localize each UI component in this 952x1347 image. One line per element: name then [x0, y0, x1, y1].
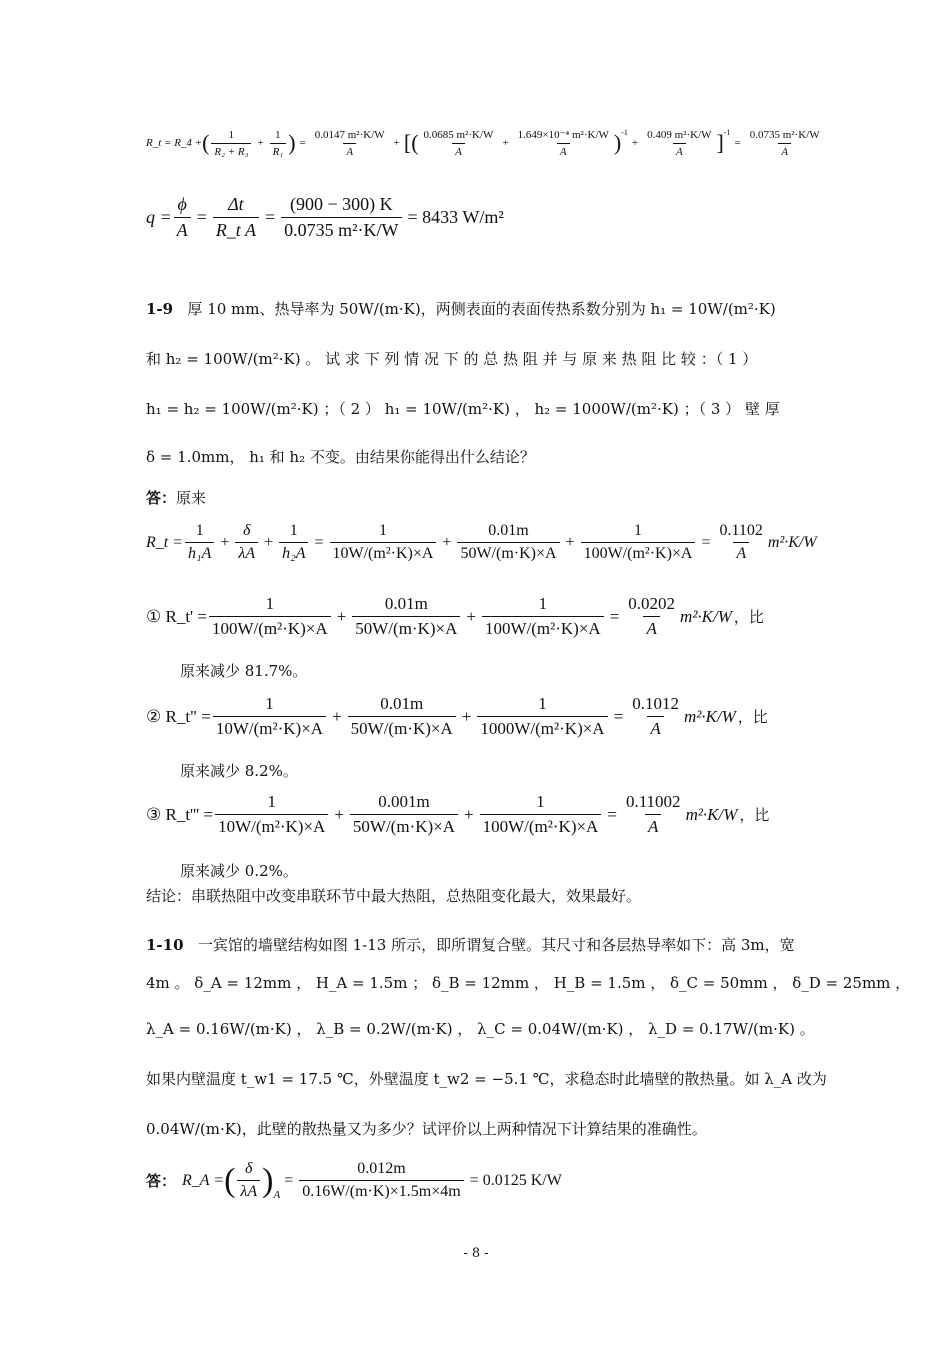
- operator: +: [565, 533, 575, 551]
- denominator: 100W/(m²·K)×A: [480, 814, 602, 837]
- denominator: 0.16W/(m·K)×1.5m×4m: [299, 1180, 463, 1201]
- fraction: [237, 1160, 260, 1201]
- operator: =: [299, 137, 306, 149]
- paren-open: (: [411, 130, 419, 155]
- eq-lhs: ② R_t" =: [146, 706, 211, 726]
- operator: =: [701, 533, 711, 551]
- fraction: [312, 129, 388, 158]
- trailing-text: ，比: [733, 610, 764, 626]
- exponent: -1: [621, 128, 628, 137]
- fraction: [625, 594, 678, 639]
- equation-resistance-a: [146, 1160, 562, 1201]
- fraction: [515, 128, 612, 158]
- equation-case-1: [146, 594, 764, 639]
- eq-lhs: R_A =: [182, 1171, 225, 1189]
- fraction: [209, 594, 331, 639]
- denominator: A: [174, 217, 191, 241]
- denominator: 10W/(m²·K)×A: [330, 542, 437, 563]
- denominator: A: [647, 716, 663, 739]
- fraction: [211, 129, 251, 158]
- paren-open: (: [202, 130, 210, 155]
- fraction: [629, 694, 682, 739]
- equation-heat-flux: [146, 194, 504, 241]
- fraction: [421, 129, 497, 158]
- problem-1-10-line3: λ_A = 0.16W/(m·K) ， λ_B = 0.2W/(m·K) ， λ_C = 0.04W/(m·K) ， λ_D = 0.17W/(m·K) 。: [146, 1020, 815, 1038]
- bracket-open: [: [403, 130, 412, 155]
- fraction: [348, 694, 456, 739]
- answer-line: [146, 487, 206, 509]
- denominator: A: [643, 616, 659, 639]
- unit: m²·K/W: [683, 706, 736, 726]
- answer-label: 答：: [146, 1172, 177, 1190]
- fraction: [717, 522, 766, 563]
- numerator: 0.11002: [625, 792, 681, 811]
- operator: =: [314, 533, 324, 551]
- case-3-note: 原来减少 0.2%。: [180, 862, 298, 880]
- numerator: 0.409 m²·K/W: [647, 128, 712, 141]
- operator: +: [393, 137, 400, 149]
- operator: +: [220, 533, 230, 551]
- fraction: [174, 194, 191, 241]
- fraction: [477, 694, 607, 739]
- denominator: A: [733, 542, 749, 563]
- fraction: [747, 129, 823, 158]
- operator: +: [502, 137, 509, 149]
- problem-number: 1-10: [146, 936, 184, 954]
- fraction: [235, 522, 258, 563]
- numerator: 1: [228, 128, 235, 141]
- answer-text: 原来: [176, 489, 207, 507]
- subscript: A: [273, 1189, 281, 1201]
- denominator: R_t A: [213, 217, 259, 241]
- conclusion: 结论：串联热阻中改变串联环节中最大热阻，总热阻变化最大，效果最好。: [146, 887, 642, 905]
- problem-1-9-line4: δ = 1.0mm， h₁ 和 h₂ 不变。由结果你能得出什么结论？: [146, 448, 535, 466]
- operator: +: [257, 137, 264, 149]
- numerator: 0.0685 m²·K/W: [423, 128, 494, 141]
- operator: +: [461, 706, 472, 726]
- fraction: [270, 129, 287, 158]
- page-number: - 8 -: [463, 1246, 489, 1261]
- denominator: λA: [235, 542, 258, 563]
- exponent: -1: [723, 128, 731, 137]
- trailing-text: ，比: [737, 710, 768, 726]
- numerator: 0.01m: [384, 594, 428, 613]
- eq-lhs: R_t =: [146, 533, 184, 551]
- numerator: 0.01m: [380, 694, 424, 713]
- denominator: 50W/(m·K)×A: [457, 542, 559, 563]
- eq-lhs: R_t = R_4 +: [146, 137, 203, 149]
- numerator: Δt: [228, 194, 244, 214]
- fraction: [299, 1160, 463, 1201]
- fraction: [623, 792, 684, 837]
- problem-1-10-line1: [146, 934, 795, 956]
- fraction: [581, 522, 696, 563]
- equation-total-resistance-composite: [146, 128, 825, 158]
- problem-text: 厚 10 mm、热导率为 50W/(m·K)，两侧表面的表面传热系数分别为 h₁ = 10W/(m²·K): [187, 300, 776, 318]
- denominator: 10W/(m²·K)×A: [213, 716, 326, 739]
- eq-rhs: = 0.0125 K/W: [469, 1171, 562, 1189]
- operator: =: [607, 804, 617, 824]
- fraction: [279, 522, 308, 563]
- denominator: h₁A: [185, 542, 214, 563]
- numerator: 0.012m: [357, 1160, 406, 1177]
- equation-original-resistance: [146, 522, 817, 563]
- operator: =: [264, 207, 276, 227]
- numerator: δ: [243, 522, 251, 539]
- equation-case-2: [146, 694, 768, 739]
- operator: =: [734, 137, 741, 149]
- fraction: [482, 594, 604, 639]
- trailing-text: ，比: [739, 808, 770, 824]
- operator: =: [284, 1171, 294, 1189]
- problem-1-9-line2: 和 h₂ = 100W/(m²·K) 。 试 求 下 列 情 况 下 的 总 热 阻 并 与 原 来 热 阻 比 较 ：（ 1 ）: [146, 350, 758, 368]
- fraction: [215, 792, 328, 837]
- numerator: 0.0147 m²·K/W: [314, 128, 385, 141]
- fraction: [350, 792, 458, 837]
- numerator: 1: [538, 694, 547, 713]
- denominator: 50W/(m·K)×A: [352, 616, 460, 639]
- problem-1-9-line1: [146, 298, 776, 320]
- denominator: A: [452, 143, 465, 158]
- eq-lhs: ① R_t' =: [146, 606, 207, 626]
- denominator: 0.0735 m²·K/W: [281, 217, 401, 241]
- bracket-close: ]: [716, 130, 724, 155]
- denominator: 100W/(m²·K)×A: [581, 542, 696, 563]
- fraction: [644, 129, 714, 158]
- unit: m²·K/W: [685, 804, 738, 824]
- operator: +: [466, 606, 476, 626]
- numerator: 0.1012: [632, 694, 679, 713]
- numerator: 1: [538, 594, 548, 613]
- eq-rhs: = 8433 W/m²: [407, 207, 504, 227]
- numerator: 1: [378, 522, 387, 539]
- fraction: [457, 522, 559, 563]
- problem-1-10-line5: 0.04W/(m·K)，此壁的散热量又为多少？试评价以上两种情况下计算结果的准确性。: [146, 1120, 707, 1138]
- unit: m²·K/W: [680, 606, 732, 626]
- numerator: 1.649×10⁻⁴ m²·K/W: [517, 129, 609, 141]
- numerator: 1: [536, 792, 545, 811]
- numerator: 0.1102: [719, 522, 763, 539]
- denominator: R₂ + R₃: [211, 143, 251, 158]
- denominator: 100W/(m²·K)×A: [209, 616, 331, 639]
- numerator: 0.0202: [628, 594, 676, 613]
- operator: +: [336, 606, 347, 626]
- denominator: 50W/(m·K)×A: [348, 716, 456, 739]
- operator: +: [264, 533, 274, 551]
- problem-1-9-line3: h₁ = h₂ = 100W/(m²·K) ；（ 2 ） h₁ = 10W/(m²·K) ， h₂ = 1000W/(m²·K) ；（ 3 ） 壁 厚: [146, 400, 780, 418]
- numerator: δ: [245, 1160, 253, 1177]
- numerator: 1: [265, 594, 275, 613]
- eq-lhs: q =: [146, 207, 172, 227]
- numerator: (900 − 300) K: [290, 194, 393, 214]
- fraction: [185, 522, 214, 563]
- denominator: A: [557, 143, 570, 158]
- denominator: h₂A: [279, 542, 308, 563]
- denominator: A: [673, 143, 686, 158]
- paren-open: (: [224, 1161, 236, 1199]
- denominator: 100W/(m²·K)×A: [482, 616, 604, 639]
- operator: +: [631, 137, 639, 149]
- numerator: 1: [195, 522, 204, 539]
- fraction: [213, 694, 326, 739]
- numerator: 1: [265, 694, 274, 713]
- case-1-note: 原来减少 81.7%。: [180, 662, 308, 680]
- denominator: 1000W/(m²·K)×A: [477, 716, 607, 739]
- case-2-note: 原来减少 8.2%。: [180, 762, 298, 780]
- problem-1-10-line4: 如果内壁温度 t_w1 = 17.5 ℃，外壁温度 t_w2 = −5.1 ℃，求稳态时此墙壁的散热量。如 λ_A 改为: [146, 1070, 827, 1088]
- operator: =: [609, 606, 620, 626]
- fraction: [281, 194, 401, 241]
- operator: +: [464, 804, 474, 824]
- operator: +: [332, 706, 342, 726]
- numerator: 1: [267, 792, 276, 811]
- operator: +: [442, 533, 452, 551]
- numerator: 0.0735 m²·K/W: [749, 128, 820, 141]
- paren-close: ): [262, 1161, 274, 1199]
- fraction: [352, 594, 460, 639]
- operator: =: [613, 706, 624, 726]
- denominator: 50W/(m·K)×A: [350, 814, 458, 837]
- numerator: 0.001m: [378, 792, 430, 811]
- paren-close: ): [288, 130, 296, 155]
- numerator: 1: [634, 522, 643, 539]
- denominator: λA: [237, 1180, 260, 1201]
- numerator: 1: [275, 128, 281, 141]
- fraction: [330, 522, 437, 563]
- answer-label: 答：: [146, 489, 177, 507]
- problem-1-10-line2: 4m 。 δ_A = 12mm ， H_A = 1.5m ； δ_B = 12mm ， H_B = 1.5m ， δ_C = 50mm ， δ_D = 25mm ，: [146, 974, 911, 992]
- fraction: [480, 792, 602, 837]
- eq-lhs: ③ R_t''' =: [146, 804, 214, 824]
- denominator: A: [645, 814, 661, 837]
- numerator: 0.01m: [488, 522, 529, 539]
- paren-close: ): [613, 130, 622, 155]
- problem-number: 1-9: [146, 300, 174, 318]
- operator: +: [334, 804, 344, 824]
- denominator: A: [778, 143, 791, 158]
- numerator: 1: [289, 522, 298, 539]
- denominator: 10W/(m²·K)×A: [215, 814, 328, 837]
- equation-case-3: [146, 792, 769, 837]
- problem-text: 一宾馆的墙壁结构如图 1-13 所示，即所谓复合壁。其尺寸和各层热导率如下：高 3m，宽: [197, 936, 795, 954]
- unit: m²·K/W: [767, 533, 817, 551]
- fraction: [213, 194, 259, 241]
- denominator: A: [343, 143, 356, 158]
- numerator: ϕ: [177, 194, 187, 214]
- operator: =: [196, 207, 207, 227]
- denominator: R₁: [270, 143, 287, 158]
